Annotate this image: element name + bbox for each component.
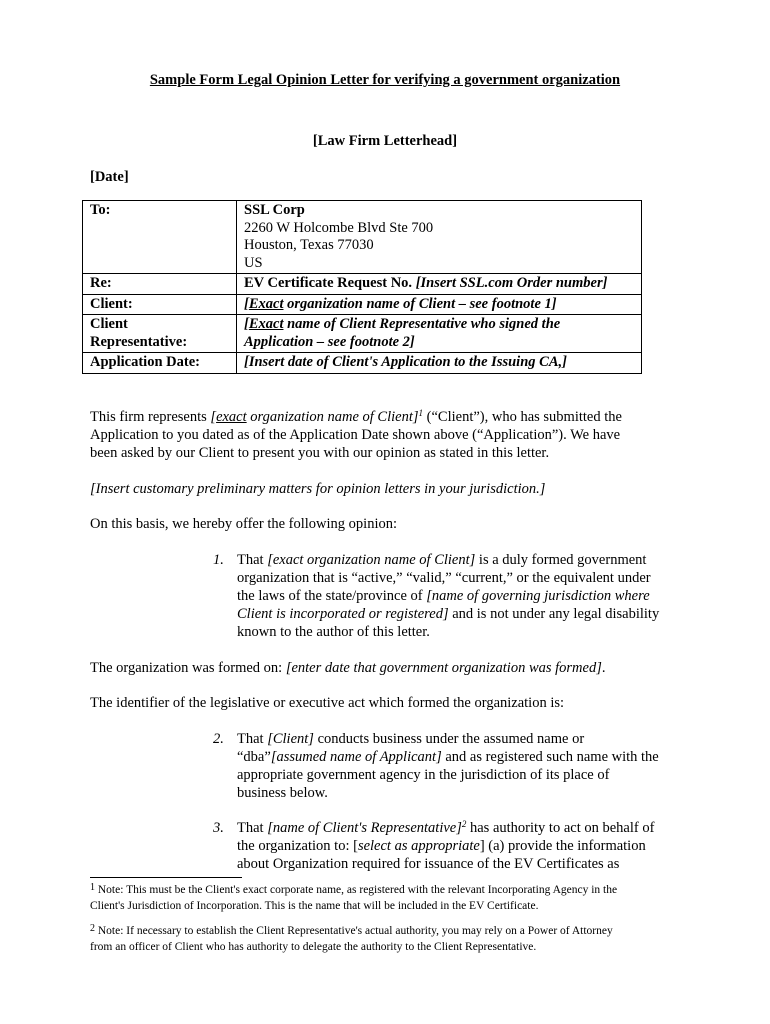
- re-order-placeholder: [Insert SSL.com Order number]: [415, 275, 608, 291]
- table-row-to: [83, 201, 642, 274]
- intro-exact: exact: [216, 409, 247, 425]
- to-address-line: US: [244, 254, 263, 271]
- application-date-value: [Insert date of Client's Application to the Issuing CA,]: [237, 353, 642, 374]
- item-3-line: [237, 837, 687, 855]
- item-text-span: the organization to: [: [237, 838, 358, 854]
- opinion-intro: On this basis, we hereby offer the following opinion:: [90, 516, 397, 532]
- item-text-span: That: [237, 820, 268, 836]
- rep-bracket: [: [244, 316, 249, 332]
- footnote-ref-2[interactable]: 2: [461, 819, 467, 829]
- to-address-line: 2260 W Holcombe Blvd Ste 700: [244, 219, 434, 236]
- client-rest: organization name of Client – see footnote 1]: [283, 295, 557, 312]
- item-text-span: That: [237, 731, 268, 747]
- item-text-span: and as registered such name with the: [441, 749, 659, 765]
- item-text-span: select as appropriate: [357, 838, 480, 854]
- table-row-re: [83, 274, 642, 295]
- intro-text: This firm represents: [90, 409, 211, 425]
- intro-line: [90, 408, 690, 426]
- footnote-separator: [90, 877, 242, 878]
- intro-paragraph: [90, 408, 690, 462]
- re-label: Re:: [83, 274, 237, 295]
- item-1-text: [237, 551, 687, 641]
- table-row-representative: [83, 315, 642, 353]
- re-prefix: EV Certificate Request No.: [244, 275, 413, 291]
- intro-bracket: [: [210, 409, 217, 425]
- item-text-span: [assumed name of Applicant]: [270, 749, 442, 765]
- footnote-line: [90, 924, 690, 940]
- item-text-span: Client is incorporated or registered]: [237, 606, 449, 622]
- intro-line: been asked by our Client to present you with our opinion as stated in this letter.: [90, 445, 550, 461]
- footnote-text: Note: This must be the Client's exact corporate name, as registered with the relevant Incorporating Agency in the: [95, 884, 618, 896]
- item-2-number: 2.: [213, 731, 224, 747]
- item-text-span: [name of Client's Representative]: [267, 820, 462, 836]
- item-text-span: has authority to act on behalf of: [466, 820, 655, 836]
- to-address-line: SSL Corp: [244, 202, 305, 218]
- date-placeholder: [Date]: [90, 169, 129, 185]
- item-text-span: [Client]: [267, 731, 314, 747]
- client-exact: Exact: [248, 295, 284, 312]
- identifier-paragraph: The identifier of the legislative or executive act which formed the organization is:: [90, 695, 565, 711]
- item-1-line: [237, 605, 687, 623]
- item-3-text: [237, 819, 687, 873]
- rep-exact: Exact: [248, 316, 284, 332]
- formation-date-placeholder: [enter date that government organization was formed]: [285, 660, 602, 676]
- preliminary-matters: [Insert customary preliminary matters for opinion letters in your jurisdiction.]: [90, 481, 546, 497]
- representative-label-line: Client: [90, 316, 128, 332]
- item-text-span: That: [237, 552, 268, 568]
- letter-info-table: [82, 200, 642, 374]
- item-3-number: 3.: [213, 820, 224, 836]
- client-label: Client:: [83, 294, 237, 315]
- item-2-line: business below.: [237, 785, 328, 801]
- footnote-1-number: 1: [90, 882, 95, 893]
- item-3-line: [237, 819, 687, 837]
- footnote-text: Note: If necessary to establish the Client Representative's actual authority, you may rely on a Power of Attorney: [95, 925, 613, 937]
- representative-value: [237, 315, 642, 353]
- footnote-line: Client's Jurisdiction of Incorporation. This is the name that will be included in the EV Certificate.: [90, 899, 539, 912]
- item-1-line: [237, 587, 687, 605]
- to-label: To:: [83, 201, 237, 274]
- item-2-text: [237, 730, 687, 802]
- item-text-span: conducts business under the assumed name or: [313, 731, 585, 747]
- footnote-2-number: 2: [90, 923, 95, 934]
- representative-label-line: Representative:: [90, 333, 188, 350]
- representative-value-line: [244, 316, 634, 334]
- intro-text: (“Client”), who has submitted the: [423, 409, 622, 425]
- item-text-span: [exact organization name of Client]: [267, 552, 476, 568]
- footnote-line: [90, 883, 690, 899]
- item-1-line: organization that is “active,” “valid,” “current,” or the equivalent under: [237, 570, 651, 586]
- document-title: Sample Form Legal Opinion Letter for verifying a government organization: [149, 72, 621, 88]
- item-text-span: “dba”: [237, 749, 271, 765]
- rep-rest: name of Client Representative who signed the: [283, 316, 561, 332]
- item-text-span: and is not under any legal disability: [448, 606, 660, 622]
- client-value: [237, 294, 642, 315]
- letterhead-placeholder: [Law Firm Letterhead]: [312, 133, 458, 149]
- item-3-line: about Organization required for issuance of the EV Certificates as: [237, 856, 620, 872]
- item-1-line: [237, 551, 687, 569]
- representative-value-line: Application – see footnote 2]: [244, 333, 415, 350]
- item-text-span: the laws of the state/province of: [237, 588, 427, 604]
- table-row-application-date: [83, 353, 642, 374]
- client-bracket: [: [244, 295, 249, 312]
- item-text-span: [name of governing jurisdiction where: [426, 588, 650, 604]
- footnote-ref-1[interactable]: 1: [418, 408, 424, 418]
- item-2-line: appropriate government agency in the jurisdiction of its place of: [237, 767, 610, 783]
- re-value: [237, 274, 642, 295]
- formation-date-paragraph: [90, 659, 690, 677]
- item-text-span: is a duly formed government: [475, 552, 647, 568]
- item-1-line: known to the author of this letter.: [237, 624, 430, 640]
- representative-label: [83, 315, 237, 353]
- footnote-2: [90, 924, 690, 955]
- item-1-number: 1.: [213, 552, 224, 568]
- formation-text: The organization was formed on:: [90, 660, 286, 676]
- intro-client-placeholder: organization name of Client]: [246, 409, 419, 425]
- to-address: [237, 201, 642, 274]
- intro-line: Application to you dated as of the Application Date shown above (“Application”). We have: [90, 427, 621, 443]
- footnote-1: [90, 883, 690, 914]
- table-row-client: [83, 294, 642, 315]
- footnote-line: from an officer of Client who has authority to delegate the authority to the Client Representative.: [90, 940, 537, 953]
- to-address-line: Houston, Texas 77030: [244, 237, 374, 253]
- application-date-label: Application Date:: [83, 353, 237, 374]
- item-text-span: ] (a) provide the information: [479, 838, 646, 854]
- item-2-line: [237, 748, 687, 766]
- formation-text: .: [601, 660, 606, 676]
- item-2-line: [237, 730, 687, 748]
